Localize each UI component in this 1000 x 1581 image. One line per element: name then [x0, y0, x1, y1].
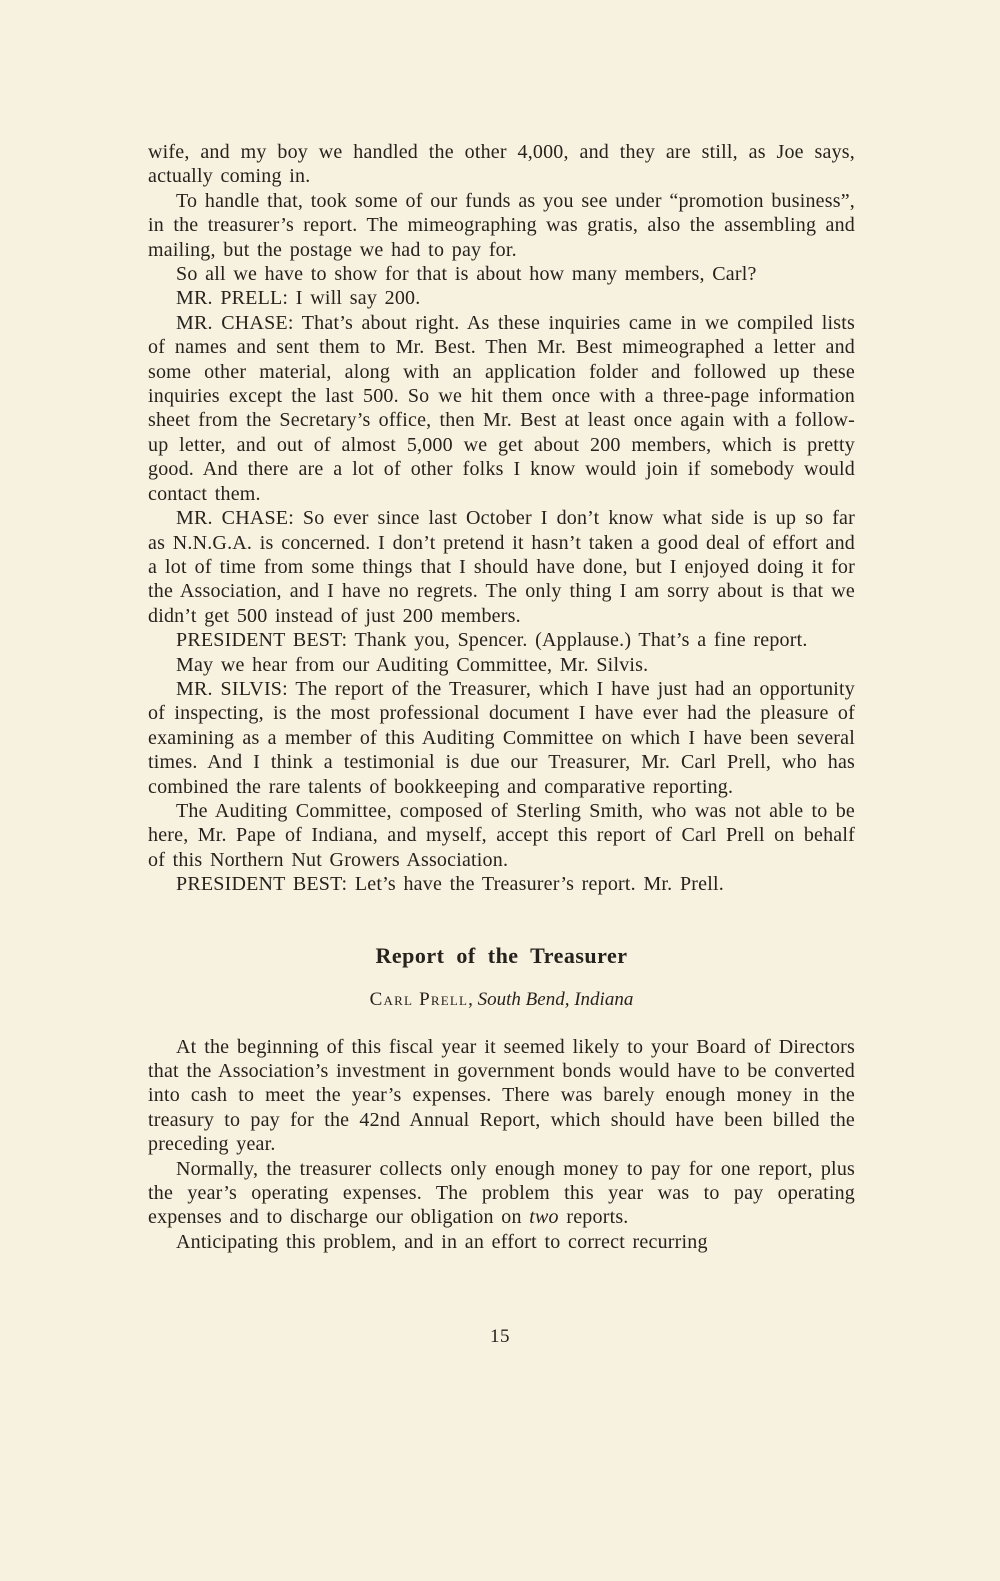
section-heading: Report of the Treasurer	[375, 942, 628, 968]
page-footer	[0, 1326, 1000, 1348]
byline	[148, 989, 855, 1011]
paragraph: MR. SILVIS: The report of the Treasurer, which I have just had an opportunity of inspecting, is the most professional document I have ever had the pleasure of examining as a member of this Auditing Committee on which I have been several times. And I think a testimonial is due our Treasurer, Mr. Carl Prell, who has combined the rare talents of bookkeeping and comparative reporting.	[148, 677, 855, 798]
paragraph: At the beginning of this fiscal year it seemed likely to your Board of Directors that the Association’s investment in government bonds would have to be converted into cash to meet the year’s expenses. There was barely enough money in the treasury to pay for the 42nd Annual Report, which should have been billed the preceding year.	[148, 1035, 855, 1156]
paragraph: Anticipating this problem, and in an effort to correct recurring	[176, 1230, 708, 1253]
transcript-block	[148, 140, 855, 897]
paragraph	[148, 1157, 855, 1230]
byline-author: Carl Prell	[369, 988, 469, 1010]
byline-separator: ,	[468, 988, 478, 1010]
paragraph: May we hear from our Auditing Committee, Mr. Silvis.	[176, 653, 649, 676]
text-segment: Normally, the treasurer collects only enough money to pay for one report, plus the year’s operating expenses. The problem this year was to pay operating expenses and to discharge our obligation on	[148, 1157, 855, 1229]
text-segment: reports.	[558, 1206, 629, 1229]
paragraph: MR. CHASE: That’s about right. As these inquiries came in we compiled lists of names and sent them to Mr. Best. Then Mr. Best mimeographed a letter and some other material, along with an application folder and followed up these inquiries except the last 500. So we hit them once with a three-page information sheet from the Secretary’s office, then Mr. Best at least once again with a follow-up letter, and out of almost 5,000 we get about 200 members, which is pretty good. And there are a lot of other folks I know would join if somebody would contact them.	[148, 311, 855, 505]
byline-location: South Bend, Indiana	[477, 988, 634, 1010]
paragraph: PRESIDENT BEST: Thank you, Spencer. (Applause.) That’s a fine report.	[176, 629, 808, 652]
paragraph: The Auditing Committee, composed of Sterling Smith, who was not able to be here, Mr. Pape of Indiana, and myself, accept this report of Carl Prell on behalf of this Northern Nut Growers Association.	[148, 799, 855, 871]
paragraph: To handle that, took some of our funds as you see under “promotion business”, in the treasurer’s report. The mimeographing was gratis, also the assembling and mailing, but the postage we had to pay for.	[148, 189, 855, 261]
paragraph: PRESIDENT BEST: Let’s have the Treasurer’s report. Mr. Prell.	[176, 873, 724, 896]
paragraph: So all we have to show for that is about how many members, Carl?	[176, 263, 757, 286]
paragraph: MR. CHASE: So ever since last October I don’t know what side is up so far as N.N.G.A. is concerned. I don’t pretend it hasn’t taken a good deal of effort and a lot of time from some things that I should have done, but I enjoyed doing it for the Association, and I have no regrets. The only thing I am sorry about is that we didn’t get 500 instead of just 200 members.	[148, 507, 855, 627]
report-body-block	[148, 1035, 855, 1255]
paragraph: MR. PRELL: I will say 200.	[176, 287, 421, 310]
italic-word: two	[529, 1206, 559, 1229]
paragraph: wife, and my boy we handled the other 4,000, and they are still, as Joe says, actually coming in.	[148, 141, 855, 188]
page-number: 15	[490, 1326, 510, 1347]
